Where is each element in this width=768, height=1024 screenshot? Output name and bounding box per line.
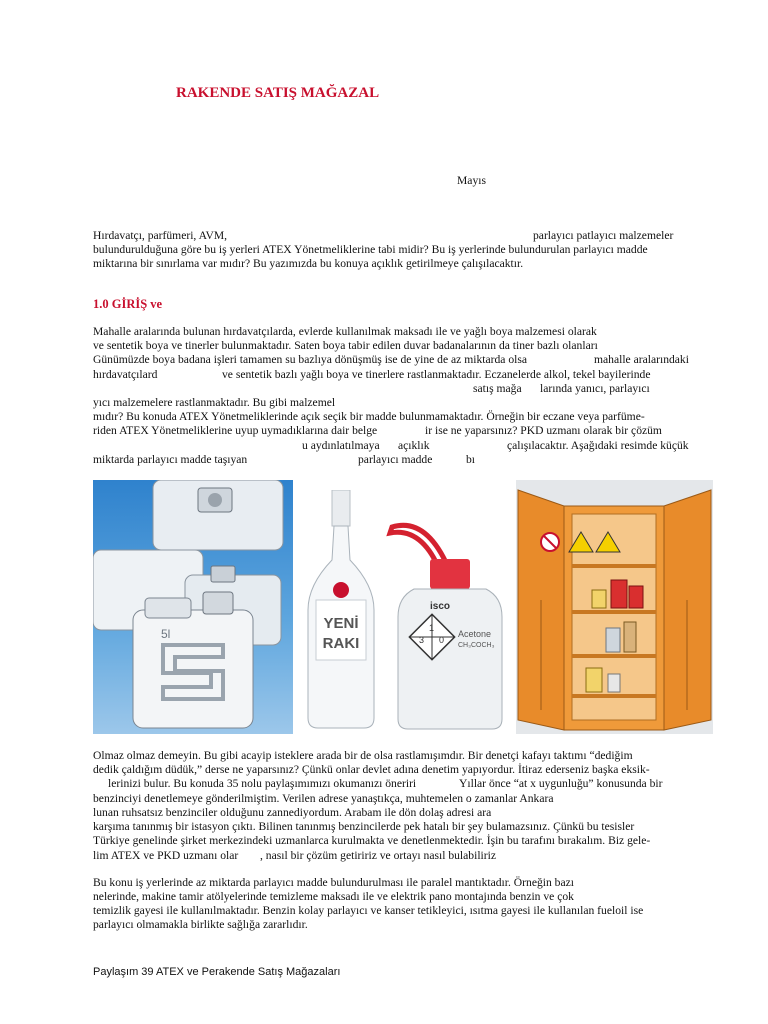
para2-line: lim ATEX ve PKD uzmanı olar bbox=[93, 849, 239, 862]
intro-line-2: bulundurulduğuna göre bu iş yerleri ATEX Yönetmeliklerine tabi midir? Bu iş yerlerinde bulundurulan parlayıcı madde bbox=[93, 243, 648, 256]
diamond-top: 1 bbox=[429, 623, 435, 633]
intro-line-3: miktarına bir sınırlama var mıdır? Bu yazımızda bu konuya açıklık getirilmeye çalışılacaktır. bbox=[93, 257, 524, 270]
para1-line: Günümüzde boya badana işleri tamamen su bazlıya dönüşmüş ise de yine de az miktarda olsa bbox=[93, 353, 527, 366]
para1-line: Mahalle aralarında bulunan hırdavatçılarda, evlerde kullanılmak maksadı ile ve yağlı boya malzemesi olarak bbox=[93, 325, 597, 338]
para1-line: riden ATEX Yönetmeliklerine uyup uymadıklarına dair belge bbox=[93, 424, 378, 437]
para2-line: karşıma tanınmış bir istasyon çıktı. Bilinen tanınmış benzincilerde pek hatalı bir şey bulamazsınız. Çünkü bu tesisler bbox=[93, 820, 635, 833]
para2-line: Olmaz olmaz demeyin. Bu gibi acayip isteklere arada bir de olsa rastlamışımdır. Bir denetçi kafayı taktımı “dediğim bbox=[93, 749, 633, 762]
para3-line: Bu konu iş yerlerinde az miktarda parlayıcı madde bulundurulması ile paralel mantıktadır. Örneğin bazı bbox=[93, 876, 574, 889]
para2-line: benzinciyi denetlemeye gönderilmiştim. Verilen adrese yanaştıkça, muhtemelen o zamanlar Ankara bbox=[93, 792, 554, 805]
safety-cabinet-photo bbox=[516, 480, 713, 734]
section-heading: 1.0 GİRİŞ ve bbox=[93, 297, 163, 311]
intro-line-1b: parlayıcı patlayıcı malzemeler bbox=[533, 229, 674, 242]
para1-line: yıcı malzemelere rastlanmaktadır. Bu gibi malzemel bbox=[93, 396, 336, 409]
raki-bottle-photo bbox=[304, 490, 378, 730]
para1-line: açıklık bbox=[398, 439, 430, 452]
para1-line: satış mağa bbox=[473, 382, 522, 395]
para1-line: çalışılacaktır. Aşağıdaki resimde küçük bbox=[507, 439, 689, 452]
intro-line-1: Hırdavatçı, parfümeri, AVM, bbox=[93, 229, 228, 242]
wash-bottle-chem-1: Acetone bbox=[458, 629, 492, 639]
para2-line: dedik çaldığım düdük,” derse ne yaparsınız? Çünkü onlar devlet adına denetim yapıyordur. İtiraz ederseniz başka eksik- bbox=[93, 763, 650, 776]
wash-bottle-brand: isco bbox=[430, 601, 451, 612]
page-footer: Paylaşım 39 ATEX ve Perakende Satış Mağazaları bbox=[93, 966, 341, 978]
raki-label-line1: YENİ bbox=[323, 615, 359, 632]
para1-line: larında yanıcı, parlayıcı bbox=[540, 382, 650, 395]
para2-line: Yıllar önce “at x uygunluğu” konusunda bir bbox=[459, 777, 663, 790]
raki-label-line2: RAKI bbox=[322, 635, 360, 652]
diamond-left: 3 bbox=[419, 635, 425, 645]
wash-bottle-chem-2: CH₃COCH₃ bbox=[458, 642, 495, 649]
para1-line: ir ise ne yaparsınız? PKD uzmanı olarak bir çözüm bbox=[425, 424, 662, 437]
para1-line: ve sentetik boya ve tinerler bulunmaktadır. Saten boya tabir edilen duvar badanalarının da tiner bazlı olanları bbox=[93, 339, 598, 352]
para1-line: u aydınlatılmaya bbox=[302, 439, 380, 452]
para2-line: lunan ruhsatsız benzinciler olduğunu zannediyordum. Arabam ile dön dolaş adresi ara bbox=[93, 806, 492, 819]
diamond-right: 0 bbox=[439, 635, 445, 645]
canister-label: 5l bbox=[161, 627, 171, 641]
para2-line: , nasıl bir çözüm getiririz ve ortayı nasıl bulabiliriz bbox=[260, 849, 496, 862]
para3-line: nelerinde, makine tamir atölyelerinde temizleme maksadı ile ve elektrik pano montajında benzin ve çok bbox=[93, 890, 574, 903]
para3-line: temizlik gayesi ile kullanılmaktadır. Benzin kolay parlayıcı ve kanser tetikleyici, ısıtma gayesi ile kullanılan fueloil ise bbox=[93, 904, 644, 917]
para1-line: parlayıcı madde bbox=[358, 453, 433, 466]
document-title: RAKENDE SATIŞ MAĞAZAL bbox=[176, 85, 380, 101]
canister-photo bbox=[93, 480, 293, 734]
wash-bottle-photo bbox=[386, 497, 506, 732]
para1-line: mıdır? Bu konuda ATEX Yönetmeliklerinde açık seçik bir madde bulunmamaktadır. Örneğin bir eczane veya parfüme- bbox=[93, 410, 645, 423]
para1-line: miktarda parlayıcı madde taşıyan bbox=[93, 453, 248, 466]
para2-line: Türkiye genelinde şirket merkezindeki uzmanlarca kurulmakta ve denetlenmektedir. İşin bu tarafını bırakalım. Biz gele- bbox=[93, 834, 651, 847]
para1-line: ve sentetik bazlı yağlı boya ve tinerlere rastlanmaktadır. Eczanelerde alkol, tekel bayilerinde bbox=[222, 368, 651, 381]
para3-line: parlayıcı olmamakla birlikte sağlığa zararlıdır. bbox=[93, 918, 308, 931]
para1-line: bı bbox=[466, 453, 476, 466]
para1-line: hırdavatçılard bbox=[93, 368, 158, 381]
para2-line: lerinizi bulur. Bu konuda 35 nolu paylaşımımızı okumanızı öneriri bbox=[108, 777, 417, 790]
document-date: Mayıs bbox=[457, 174, 486, 187]
para1-line: mahalle aralarındaki bbox=[594, 353, 689, 366]
